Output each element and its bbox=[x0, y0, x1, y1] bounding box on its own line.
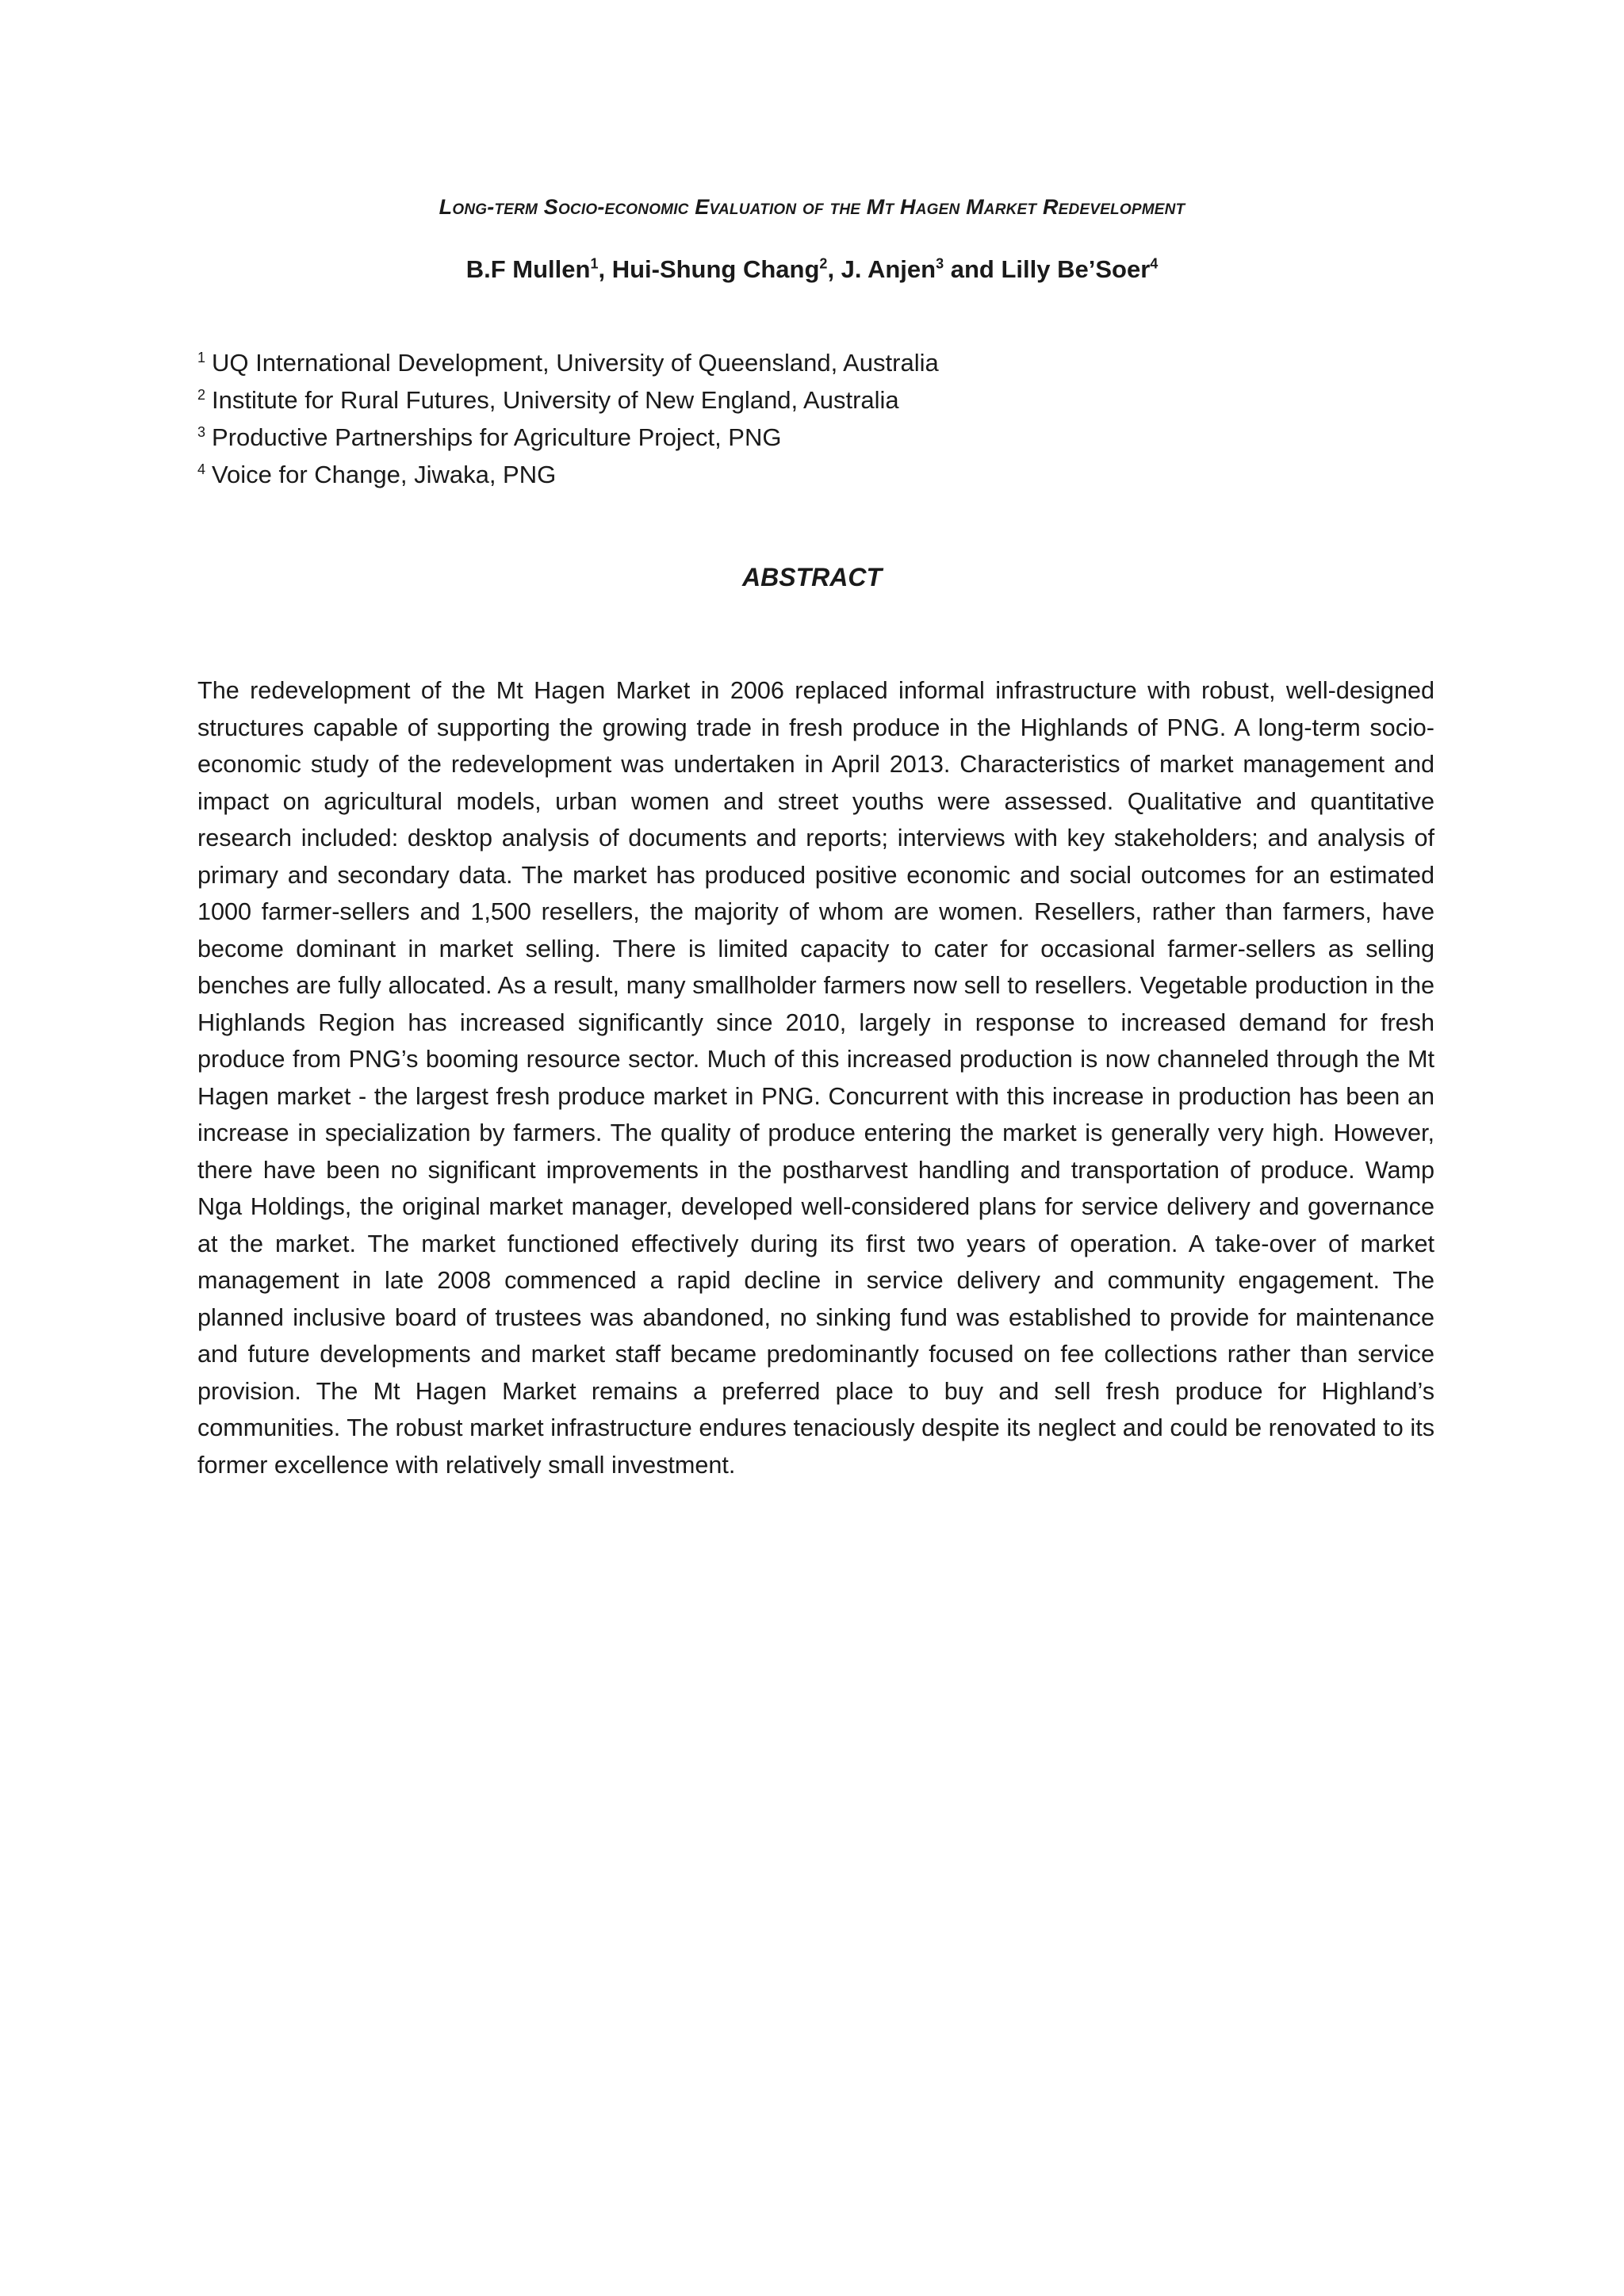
affiliation-item bbox=[197, 344, 1466, 381]
affiliation-text: Institute for Rural Futures, University of New England, Australia bbox=[212, 386, 899, 414]
affiliation-item bbox=[197, 419, 1466, 456]
affiliation-number: 4 bbox=[197, 461, 206, 477]
abstract-body: The redevelopment of the Mt Hagen Market in 2006 replaced informal infrastructure with robust, well-designed structures capable of supporting the growing trade in fresh produce in the Highlands of PNG. A long-term socio-economic study of the redevelopment was undertaken in April 2013. Characteristics of market management and impact on agricultural models, urban women and street youths were assessed. Qualitative and quantitative research included: desktop analysis of documents and reports; interviews with key stakeholders; and analysis of primary and secondary data. The market has produced positive economic and social outcomes for an estimated 1000 farmer-sellers and 1,500 resellers, the majority of whom are women. Resellers, rather than farmers, have become dominant in market selling. There is limited capacity to cater for occasional farmer-sellers as selling benches are fully allocated. As a result, many smallholder farmers now sell to resellers. Vegetable production in the Highlands Region has increased significantly since 2010, largely in response to increased demand for fresh produce from PNG’s booming resource sector. Much of this increased production is now channeled through the Mt Hagen market - the largest fresh produce market in PNG. Concurrent with this increase in production has been an increase in specialization by farmers. The quality of produce entering the market is generally very high. However, there have been no significant improvements in the postharvest handling and transportation of produce. Wamp Nga Holdings, the original market manager, developed well-considered plans for service delivery and governance at the market. The market functioned effectively during its first two years of operation. A take-over of market management in late 2008 commenced a rapid decline in service delivery and community engagement. The planned inclusive board of trustees was abandoned, no sinking fund was established to provide for maintenance and future developments and market staff became predominantly focused on fee collections rather than service provision. The Mt Hagen Market remains a preferred place to buy and sell fresh produce for Highland’s communities. The robust market infrastructure endures tenaciously despite its neglect and could be renovated to its former excellence with relatively small investment. bbox=[197, 677, 1434, 1479]
affiliation-text: UQ International Development, University of Queensland, Australia bbox=[212, 349, 939, 377]
affiliation-list bbox=[197, 344, 1466, 493]
affiliation-number: 2 bbox=[197, 386, 206, 403]
affiliation-marker: 4 bbox=[1150, 255, 1159, 272]
author-name: Hui-Shung Chang bbox=[611, 255, 820, 283]
author-name: B.F Mullen bbox=[465, 255, 591, 283]
affiliation-item bbox=[197, 381, 1466, 419]
paper-title: Long-term Socio-economic Evaluation of the Mt Hagen Market Redevelopment bbox=[439, 195, 1185, 219]
affiliation-number: 3 bbox=[197, 423, 206, 440]
affiliation-marker: 2 bbox=[819, 255, 828, 272]
author-name: J. Anjen bbox=[841, 255, 936, 283]
author-separator: , bbox=[598, 255, 612, 283]
author-list bbox=[0, 255, 1624, 284]
abstract-heading: ABSTRACT bbox=[742, 563, 882, 591]
affiliation-marker: 1 bbox=[590, 255, 599, 272]
author-separator: and bbox=[944, 255, 1002, 283]
affiliation-text: Productive Partnerships for Agriculture Project, PNG bbox=[212, 423, 782, 451]
author-name: Lilly Be’Soer bbox=[1001, 255, 1151, 283]
affiliation-number: 1 bbox=[197, 349, 206, 365]
affiliation-item bbox=[197, 456, 1466, 493]
affiliation-text: Voice for Change, Jiwaka, PNG bbox=[212, 461, 557, 488]
author-separator: , bbox=[827, 255, 841, 283]
affiliation-marker: 3 bbox=[936, 255, 944, 272]
